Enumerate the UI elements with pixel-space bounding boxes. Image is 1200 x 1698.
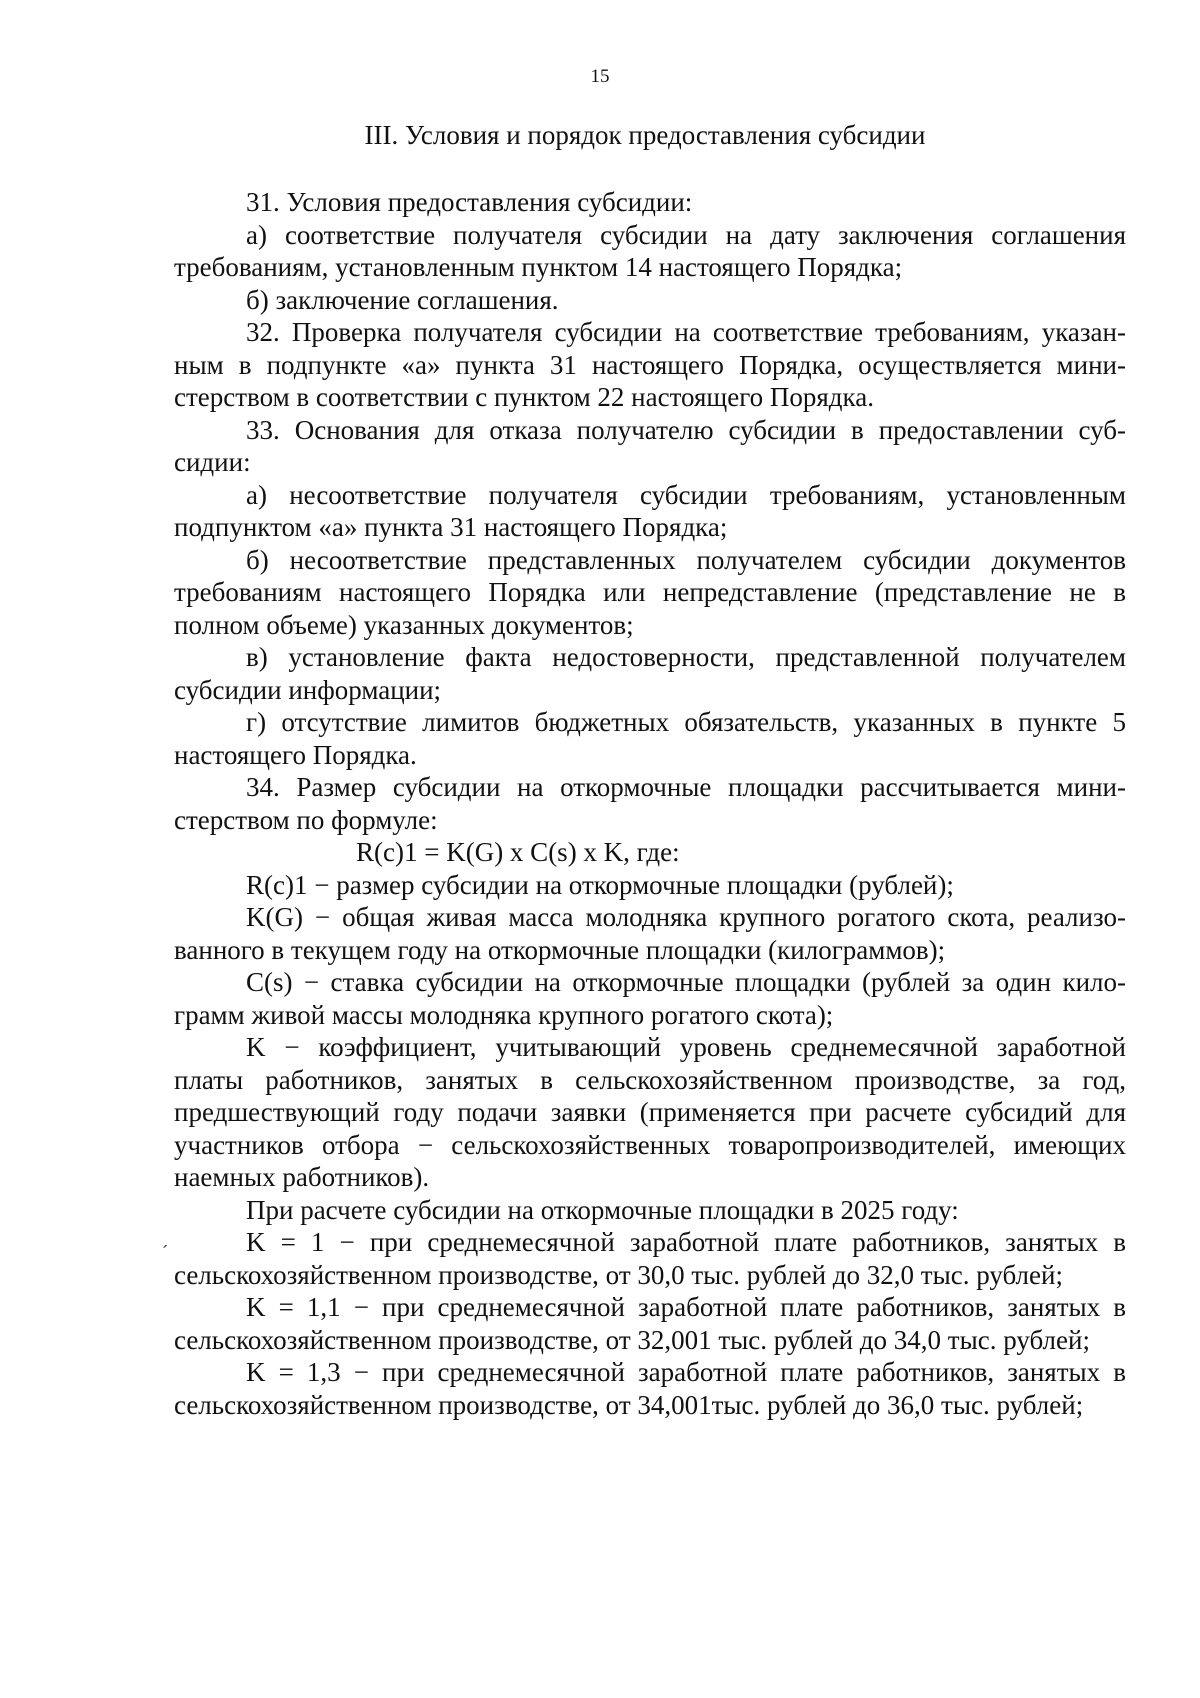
paragraph-32: 32. Проверка получателя субсидии на соответствие требованиям, указанным в подпункте «а» пункта 31 настоящего Порядка, осуществляется министерством в соответствии с пунктом 22 настоящего Порядка. (174, 317, 1126, 412)
page-number: 15 (590, 66, 610, 87)
k-value-1-1: K = 1,1 − при среднемесячной заработной плате работников, занятых в сельскохозяйственном производстве, от 32,001 тыс. рублей до 34,0 тыс. рублей; (174, 1292, 1126, 1355)
definition-cs: C(s) − ставка субсидии на откормочные площадки (рублей за один килограмм живой массы молодняка крупного рогатого скота); (174, 967, 1126, 1030)
definition-k: K − коэффициент, учитывающий уровень среднемесячной заработной платы работников, занятых в сельскохозяйственном производстве, за год, предшествующий году подачи заявки (применяется при расчете субсидий для участников отбора − сельскохозяйственных товаропроизводителей, имеющих наемных работников). (174, 1032, 1126, 1192)
paragraph-33-v: в) установление факта недостоверности, представленной получателем субсидии информации; (174, 642, 1126, 705)
formula: R(c)1 = K(G) x C(s) x K, где: (356, 837, 680, 867)
paragraph-33: 33. Основания для отказа получателю субсидии в предоставлении субсидии: (174, 414, 1126, 477)
paragraph-31-b: б) заключение соглашения. (246, 284, 559, 315)
paragraph-33-b: б) несоответствие представленных получателем субсидии документов требованиям настоящего Порядка или непредставление (представление не в полном объеме) указанных документов; (174, 544, 1126, 640)
paragraph-33-g: г) отсутствие лимитов бюджетных обязательств, указанных в пункте 5 настоящего Порядка. (174, 707, 1126, 770)
definition-rc1: R(c)1 − размер субсидии на откормочные площадки (рублей); (246, 869, 954, 900)
paragraph-33-a: а) несоответствие получателя субсидии требованиям, установленным подпунктом «а» пункта 31 настоящего Порядка; (174, 479, 1126, 542)
k-intro: При расчете субсидии на откормочные площадки в 2025 году: (246, 1194, 959, 1225)
scan-mark: ´ (162, 1242, 168, 1262)
paragraph-31-a: а) соответствие получателя субсидии на дату заключения соглашения требованиям, установленным пунктом 14 настоящего Порядка; (174, 219, 1126, 282)
paragraph-31: 31. Условия предоставления субсидии: (246, 187, 693, 217)
k-value-1: K = 1 − при среднемесячной заработной плате работников, занятых в сельскохозяйственном производстве, от 30,0 тыс. рублей до 32,0 тыс. рублей; (174, 1227, 1126, 1290)
definition-kg: K(G) − общая живая масса молодняка крупного рогатого скота, реализованного в текущем году на откормочные площадки (килограммов); (174, 902, 1126, 965)
paragraph-34: 34. Размер субсидии на откормочные площадки рассчитывается министерством по формуле: (174, 772, 1126, 835)
document-body (174, 186, 1126, 1421)
section-title: III. Условия и порядок предоставления субсидии (364, 120, 926, 150)
k-value-1-3: K = 1,3 − при среднемесячной заработной плате работников, занятых в сельскохозяйственном производстве, от 34,001тыс. рублей до 36,0 тыс. рублей; (174, 1357, 1126, 1420)
